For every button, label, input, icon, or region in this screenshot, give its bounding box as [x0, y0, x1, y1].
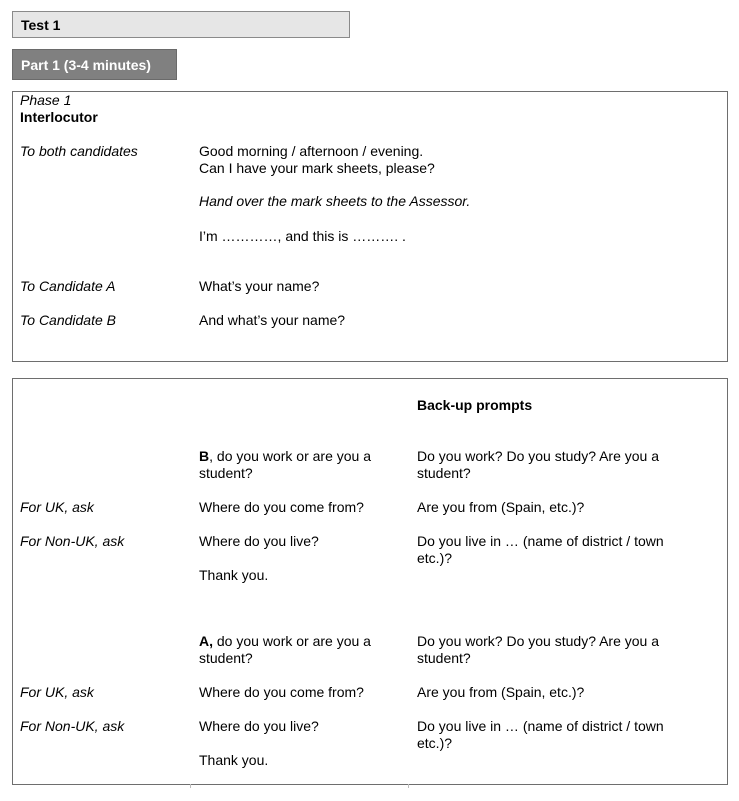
question-name-b: And what’s your name? — [199, 312, 346, 328]
candidate-b-name: B — [199, 448, 210, 464]
question-come-from-b: Where do you come from? — [199, 499, 364, 515]
test-title: Test 1 — [12, 11, 350, 38]
label-non-uk-a: For Non-UK, ask — [20, 718, 125, 734]
label-uk-b: For UK, ask — [20, 499, 94, 515]
question-work-study-a-line2: student? — [199, 650, 253, 666]
label-candidate-b: To Candidate B — [20, 312, 116, 328]
question-name-a: What’s your name? — [199, 278, 320, 294]
column-divider-tick — [190, 784, 191, 788]
label-both-candidates: To both candidates — [20, 143, 138, 159]
label-non-uk-b: For Non-UK, ask — [20, 533, 125, 549]
question-work-study-a: A, do you work or are you a — [199, 633, 371, 649]
candidate-a-name: A, — [199, 633, 213, 649]
backup-work-study-b-line2: student? — [417, 465, 471, 481]
backup-live-a-line2: etc.)? — [417, 735, 453, 751]
backup-come-from-b: Are you from (Spain, etc.)? — [417, 499, 585, 515]
backup-work-study-a: Do you work? Do you study? Are you a — [417, 633, 660, 649]
label-uk-a: For UK, ask — [20, 684, 94, 700]
introduction-line: I’m …………, and this is ………. . — [199, 228, 406, 244]
backup-work-study-a-line2: student? — [417, 650, 471, 666]
backup-prompts-header: Back-up prompts — [417, 397, 533, 413]
backup-work-study-b: Do you work? Do you study? Are you a — [417, 448, 660, 464]
phase1-box — [12, 91, 728, 362]
phase-label: Phase 1 — [20, 92, 72, 108]
mark-sheets-request: Can I have your mark sheets, please? — [199, 160, 435, 176]
question-live-a: Where do you live? — [199, 718, 319, 734]
thank-you-b: Thank you. — [199, 567, 269, 583]
question-work-study-b: B, do you work or are you a — [199, 448, 371, 464]
interlocutor-label: Interlocutor — [20, 109, 98, 125]
label-candidate-a: To Candidate A — [20, 278, 116, 294]
column-divider-tick — [408, 784, 409, 788]
question-live-b: Where do you live? — [199, 533, 319, 549]
part-title: Part 1 (3-4 minutes) — [12, 49, 177, 80]
greeting-line: Good morning / afternoon / evening. — [199, 143, 424, 159]
question-come-from-a: Where do you come from? — [199, 684, 364, 700]
backup-come-from-a: Are you from (Spain, etc.)? — [417, 684, 585, 700]
backup-live-b-line2: etc.)? — [417, 550, 453, 566]
backup-live-b: Do you live in … (name of district / town — [417, 533, 664, 549]
thank-you-a: Thank you. — [199, 752, 269, 768]
backup-live-a: Do you live in … (name of district / town — [417, 718, 664, 734]
instruction-hand-over: Hand over the mark sheets to the Assessor. — [199, 193, 471, 209]
question-work-study-b-line2: student? — [199, 465, 253, 481]
